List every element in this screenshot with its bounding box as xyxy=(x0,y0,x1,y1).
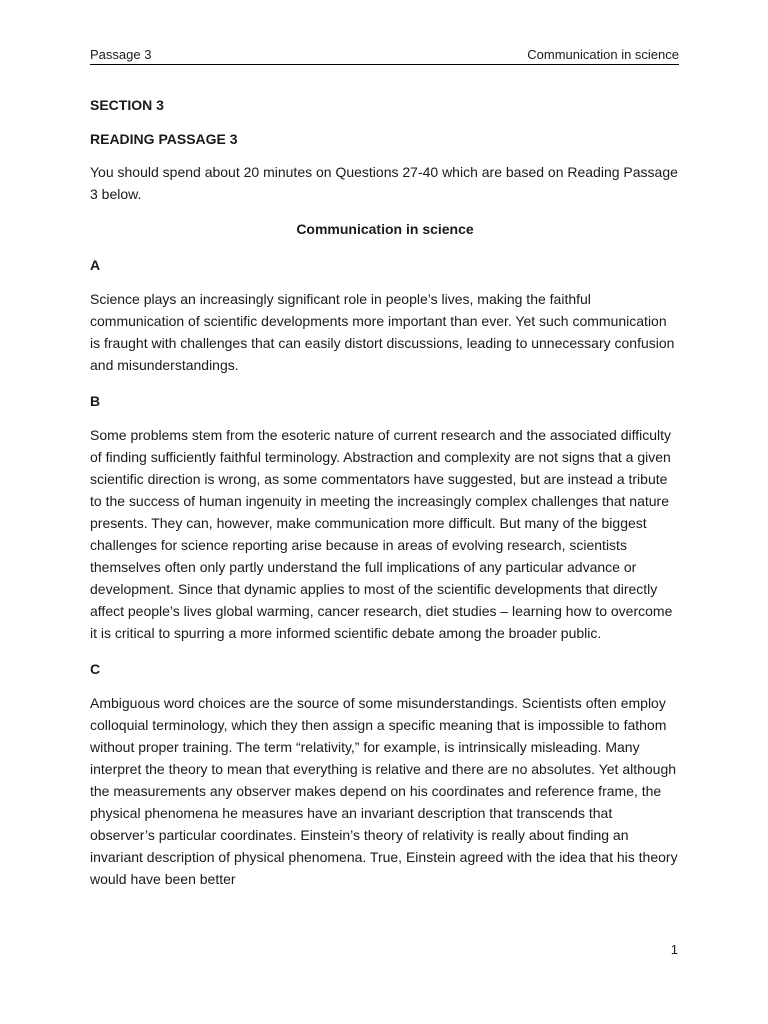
page-number: 1 xyxy=(670,942,678,957)
header-topic-label: Communication in science xyxy=(527,47,679,62)
header-passage-label: Passage 3 xyxy=(90,47,152,62)
passage-title: Communication in science xyxy=(296,221,474,237)
instruction-text: You should spend about 20 minutes on Questions 27-40 which are based on Reading Passage 3 below. xyxy=(90,164,678,202)
paragraph-letter-b: B xyxy=(90,393,101,409)
running-header xyxy=(90,47,679,65)
document-body xyxy=(90,94,680,890)
paragraph-c: Ambiguous word choices are the source of some misunderstandings. Scientists often employ colloquial terminology, which they then assign a specific meaning that is impossible to fathom without proper training. The term “relativity,” for example, is intrinsically misleading. Many interpret the theory to mean that everything is relative and there are no absolutes. Yet although the measurements any observer makes depend on his coordinates and reference frame, the physical phenomena he measures have an invariant description that transcends that observer’s particular coordinates. Einstein’s theory of relativity is really about finding an invariant description of physical phenomena. True, Einstein agreed with the idea that his theory would have been better xyxy=(90,695,678,887)
paragraph-letter-c: C xyxy=(90,661,101,677)
paragraph-b: Some problems stem from the esoteric nature of current research and the associated difficulty of finding sufficiently faithful terminology. Abstraction and complexity are not signs that a given scientific direction is wrong, as some commentators have suggested, but are instead a tribute to the success of human ingenuity in meeting the increasingly complex challenges that nature presents. They can, however, make communication more difficult. But many of the biggest challenges for science reporting arise because in areas of evolving research, scientists themselves often only partly understand the full implications of any particular advance or development. Since that dynamic applies to most of the scientific developments that directly affect people’s lives global warming, cancer research, diet studies – learning how to overcome it is critical to spurring a more informed scientific debate among the broader public. xyxy=(90,427,673,641)
reading-passage-label: READING PASSAGE 3 xyxy=(90,131,238,147)
section-label: SECTION 3 xyxy=(90,97,164,113)
paragraph-letter-a: A xyxy=(90,257,101,273)
paragraph-a: Science plays an increasingly significant role in people’s lives, making the faithful communication of scientific developments more important than ever. Yet such communication is fraught with challenges that can easily distort discussions, leading to unnecessary confusion and misunderstandings. xyxy=(90,291,675,373)
